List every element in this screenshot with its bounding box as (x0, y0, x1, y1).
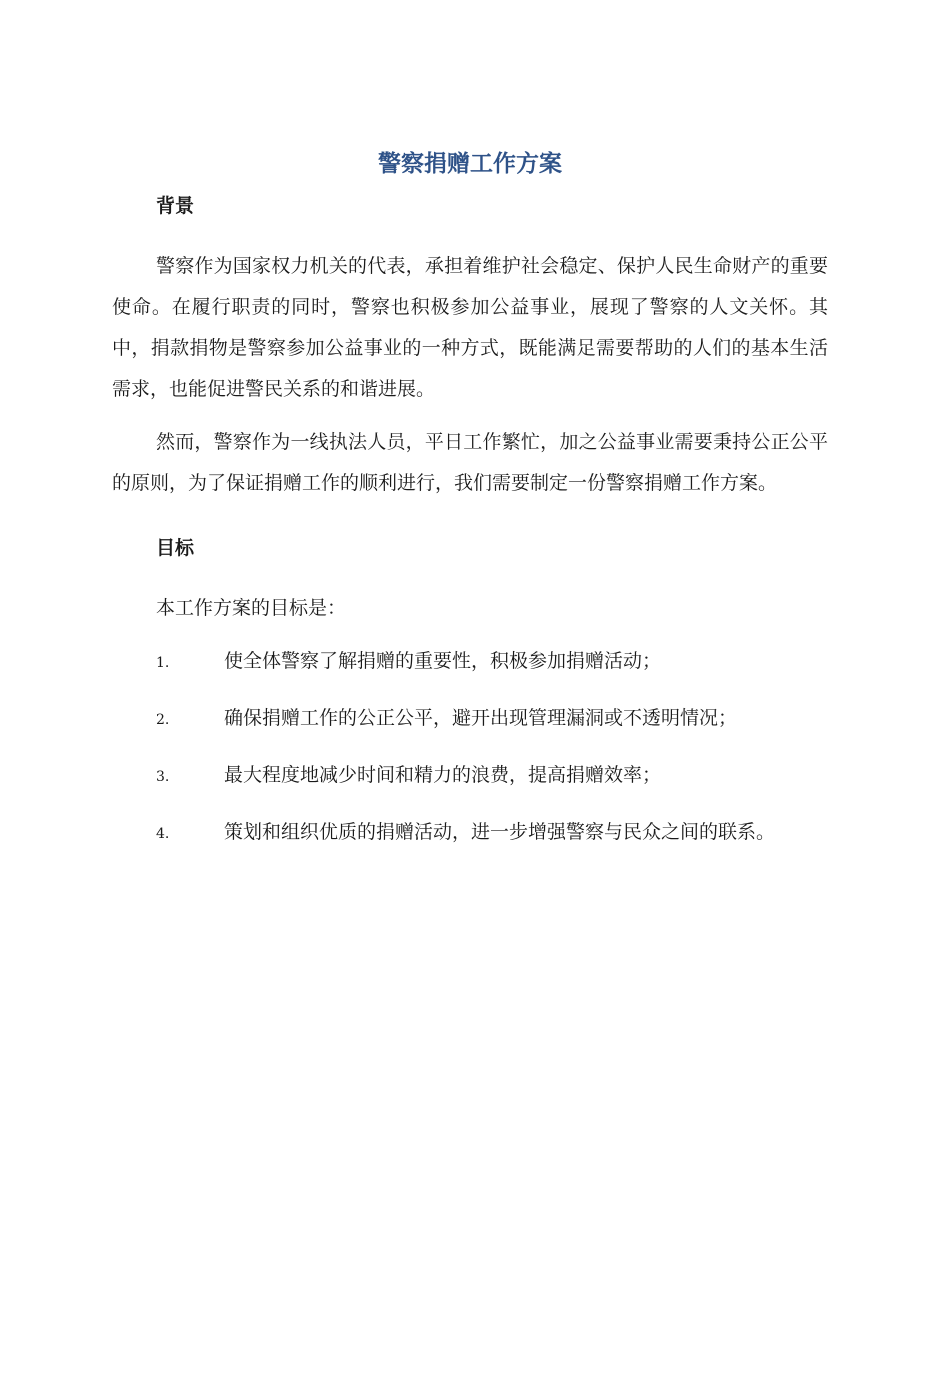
section-heading-background: 背景 (156, 195, 195, 217)
list-item (112, 698, 828, 741)
list-item-number: 2. (156, 712, 170, 728)
list-item-text: 策划和组织优质的捐赠活动，进一步增强警察与民众之间的联系。 (224, 821, 776, 843)
list-item-text: 最大程度地减少时间和精力的浪费，提高捐赠效率； (224, 764, 662, 786)
background-paragraph-1: 警察作为国家权力机关的代表，承担着维护社会稳定、保护人民生命财产的重要使命。在履行职责的同时，警察也积极参加公益事业，展现了警察的人文关怀。其中，捐款捐物是警察参加公益事业的一种方式，既能满足需要帮助的人们的基本生活需求，也能促进警民关系的和谐进展。 (112, 255, 828, 400)
document-page (0, 148, 950, 1378)
goals-list (112, 641, 828, 855)
list-item-number: 1. (156, 655, 170, 671)
list-item (112, 641, 828, 684)
list-item-number: 3. (156, 769, 170, 785)
document-title: 警察捐赠工作方案 (378, 151, 562, 177)
background-paragraph-2: 然而，警察作为一线执法人员，平日工作繁忙，加之公益事业需要秉持公正公平的原则，为了保证捐赠工作的顺利进行，我们需要制定一份警察捐赠工作方案。 (112, 431, 828, 494)
list-item-text: 确保捐赠工作的公正公平，避开出现管理漏洞或不透明情况； (224, 707, 738, 729)
list-item (112, 812, 828, 855)
list-item-number: 4. (156, 826, 170, 842)
goals-intro: 本工作方案的目标是： (156, 597, 347, 619)
section-heading-goals: 目标 (156, 537, 195, 559)
list-item-text: 使全体警察了解捐赠的重要性，积极参加捐赠活动； (224, 650, 662, 672)
list-item (112, 755, 828, 798)
